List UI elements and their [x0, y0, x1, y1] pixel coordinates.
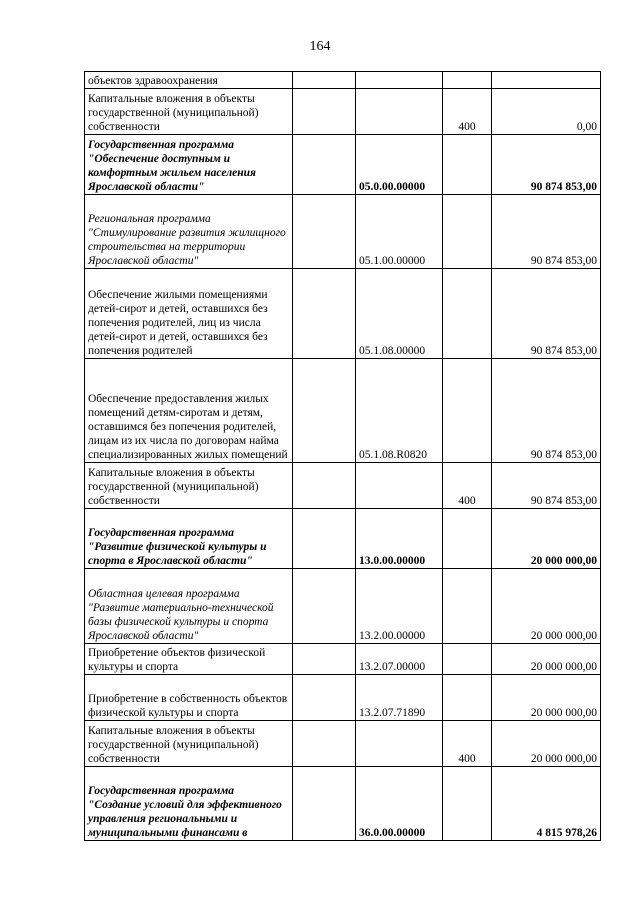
- row-empty-cell: [293, 135, 356, 195]
- row-code: 13.2.07.00000: [356, 644, 443, 675]
- row-expense-type: [443, 269, 492, 359]
- row-name: Государственная программа "Создание условий для эффективного управления региональными и муниципальными финансами в: [85, 767, 293, 841]
- table-row: [85, 569, 601, 644]
- row-code: [356, 89, 443, 135]
- row-empty-cell: [293, 675, 356, 721]
- row-sum: 90 874 853,00: [492, 135, 601, 195]
- row-sum: 20 000 000,00: [492, 509, 601, 569]
- row-sum: 90 874 853,00: [492, 269, 601, 359]
- row-code: [356, 721, 443, 767]
- row-expense-type: [443, 675, 492, 721]
- page-number: 164: [309, 39, 331, 54]
- row-expense-type: [443, 644, 492, 675]
- row-empty-cell: [293, 89, 356, 135]
- row-empty-cell: [293, 269, 356, 359]
- row-sum: 20 000 000,00: [492, 569, 601, 644]
- row-sum: 4 815 978,26: [492, 767, 601, 841]
- row-name: Обеспечение предоставления жилых помещений детям-сиротам и детям, оставшимся без попечения родителей, лицам из их числа по договорам найма специализированных жилых помещений: [85, 359, 293, 463]
- row-name: Приобретение объектов физической культуры и спорта: [85, 644, 293, 675]
- row-code: 13.0.00.00000: [356, 509, 443, 569]
- row-code: 05.1.00.00000: [356, 195, 443, 269]
- table-row: [85, 509, 601, 569]
- table-row: [85, 644, 601, 675]
- table-row: [85, 269, 601, 359]
- budget-table: [84, 71, 601, 841]
- row-name: Обеспечение жилыми помещениями детей-сирот и детей, оставшихся без попечения родителей, лиц из числа детей-сирот и детей, оставшихся без попечения родителей: [85, 269, 293, 359]
- row-sum: 90 874 853,00: [492, 463, 601, 509]
- row-sum: 20 000 000,00: [492, 721, 601, 767]
- row-code: 05.0.00.00000: [356, 135, 443, 195]
- row-name: Капитальные вложения в объекты государственной (муниципальной) собственности: [85, 463, 293, 509]
- row-expense-type: [443, 509, 492, 569]
- row-sum: 20 000 000,00: [492, 675, 601, 721]
- table-row: [85, 72, 601, 89]
- row-sum: 0,00: [492, 89, 601, 135]
- row-empty-cell: [293, 767, 356, 841]
- row-expense-type: 400: [443, 463, 492, 509]
- table-row: [85, 767, 601, 841]
- row-expense-type: [443, 569, 492, 644]
- table-row: [85, 675, 601, 721]
- row-code: 36.0.00.00000: [356, 767, 443, 841]
- row-code: 05.1.08.R0820: [356, 359, 443, 463]
- row-expense-type: 400: [443, 721, 492, 767]
- row-empty-cell: [293, 721, 356, 767]
- row-code: 13.2.07.71890: [356, 675, 443, 721]
- row-expense-type: [443, 135, 492, 195]
- row-empty-cell: [293, 195, 356, 269]
- table-row: [85, 195, 601, 269]
- row-empty-cell: [293, 359, 356, 463]
- row-name: объектов здравоохранения: [85, 72, 293, 89]
- row-expense-type: [443, 195, 492, 269]
- row-name: Областная целевая программа "Развитие материально-технической базы физической культуры и спорта Ярославской области": [85, 569, 293, 644]
- row-sum: 90 874 853,00: [492, 195, 601, 269]
- table-row: [85, 135, 601, 195]
- row-expense-type: [443, 72, 492, 89]
- row-expense-type: [443, 359, 492, 463]
- row-sum: [492, 72, 601, 89]
- row-sum: 90 874 853,00: [492, 359, 601, 463]
- row-name: Государственная программа "Развитие физической культуры и спорта в Ярославской области": [85, 509, 293, 569]
- row-empty-cell: [293, 569, 356, 644]
- row-expense-type: 400: [443, 89, 492, 135]
- table-row: [85, 721, 601, 767]
- row-sum: 20 000 000,00: [492, 644, 601, 675]
- row-expense-type: [443, 767, 492, 841]
- table-row: [85, 463, 601, 509]
- table-row: [85, 89, 601, 135]
- row-name: Приобретение в собственность объектов физической культуры и спорта: [85, 675, 293, 721]
- row-name: Государственная программа "Обеспечение доступным и комфортным жильем населения Ярославской области": [85, 135, 293, 195]
- row-code: [356, 72, 443, 89]
- row-empty-cell: [293, 509, 356, 569]
- table-row: [85, 359, 601, 463]
- row-code: [356, 463, 443, 509]
- row-name: Капитальные вложения в объекты государственной (муниципальной) собственности: [85, 89, 293, 135]
- row-name: Капитальные вложения в объекты государственной (муниципальной) собственности: [85, 721, 293, 767]
- row-empty-cell: [293, 463, 356, 509]
- row-code: 05.1.08.00000: [356, 269, 443, 359]
- row-empty-cell: [293, 72, 356, 89]
- row-code: 13.2.00.00000: [356, 569, 443, 644]
- row-empty-cell: [293, 644, 356, 675]
- row-name: Региональная программа "Стимулирование развития жилищного строительства на территории Ярославской области": [85, 195, 293, 269]
